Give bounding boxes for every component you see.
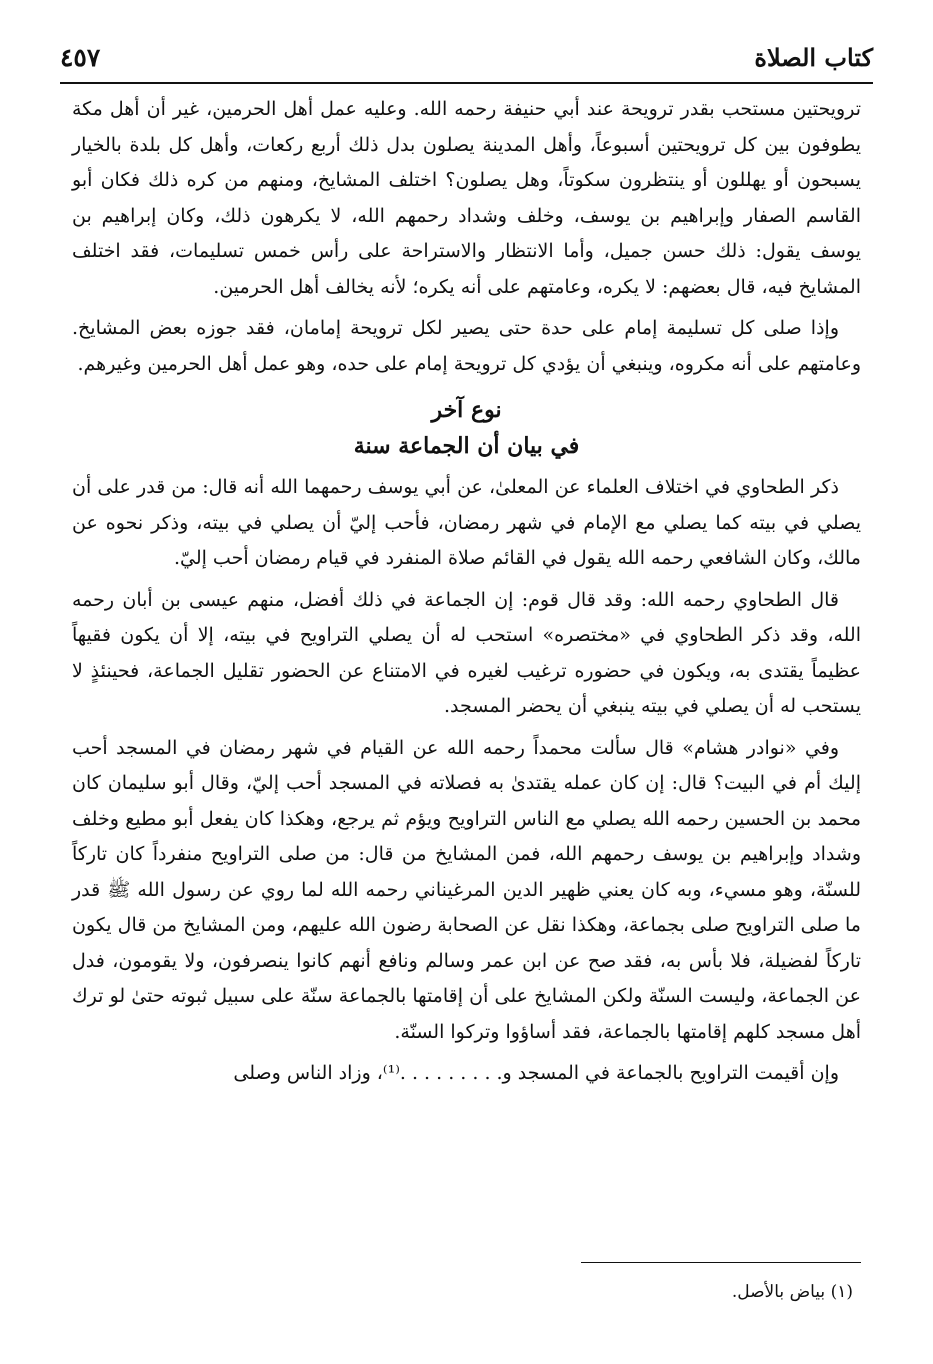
paragraph: وفي «نوادر هشام» قال سألت محمداً رحمه الله عن القيام في شهر رمضان في المسجد أحب إليك أم في البيت؟ قال: إن كان عمله يقتدىٰ به فصلاته في المسجد أحب إليّ، وقال أبو سليمان كان محمد بن الحسين رحمه الله يصلي مع الناس التراويح ويؤم ثم يرجع، وهكذا كان يفعل أبو مطيع وخلف وشداد وإبراهيم بن يوسف رحمهم الله، فمن المشايخ من قال: من صلى التراويح منفرداً كان تاركاً للسنّة، وهو مسيء، وبه كان يعني ظهير الدين المرغيناني رحمه الله لما روي عن رسول الله ﷺ قدر ما صلى التراويح صلى بجماعة، وهكذا نقل عن الصحابة رضون الله عليهم، ومن المشايخ من قال يكون تاركاً لفضيلة، فلا بأس به، فقد صح عن ابن عمر وسالم ونافع أنهم كانوا ينصرفون، ولا يقومون، فدل عن الجماعة، وليست السنّة ولكن المشايخ على أن إقامتها بالجماعة سنّة على سبيل ثبوته حتىٰ لو ترك أهل مسجد كلهم إقامتها بالجماعة، فقد أساؤوا وتركوا السنّة. xyxy=(72,736,861,1043)
page-body xyxy=(72,92,861,1098)
footnote-marker: (١) xyxy=(830,1282,853,1302)
page-number: ٤٥٧ xyxy=(60,43,101,72)
paragraph: وإن أقيمت التراويح بالجماعة في المسجد و. . . . . . . . .⁽¹⁾، وزاد الناس وصلى xyxy=(233,1062,839,1084)
footnote-divider xyxy=(581,1262,861,1263)
paragraph: وإذا صلى كل تسليمة إمام على حدة حتى يصير لكل ترويحة إمامان، فقد جوزه بعض المشايخ. وعامتهم على أنه مكروه، وينبغي أن يؤدي كل ترويحة إمام على حده، وهو عمل أهل الحرمين وغيرهم. xyxy=(72,317,861,375)
footnote-text: بياض بالأصل. xyxy=(731,1282,826,1302)
paragraph: قال الطحاوي رحمه الله: وقد قال قوم: إن الجماعة في ذلك أفضل، منهم عيسى بن أبان رحمه الله، وقد ذكر الطحاوي في «مختصره» استحب له أن يصلي التراويح في بيته، إلا أن يكون فقيهاً عظيماً يقتدى به، ويكون في حضوره ترغيب لغيره في الامتناع عن الحضور تقليل الجماعة، فحينئذٍ لا يستحب له أن يصلي في بيته ينبغي أن يحضر المسجد. xyxy=(72,588,861,717)
section-title: نوع آخر xyxy=(431,397,502,423)
paragraph: ترويحتين مستحب بقدر ترويحة عند أبي حنيفة رحمه الله. وعليه عمل أهل الحرمين، غير أن أهل مكة يطوفون بين كل ترويحتين أسبوعاً، وأهل المدينة يصلون بدل ذلك أربع ركعات، وأهل كل بلدة بالخيار يسبحون أو يهللون أو ينتظرون سكوتاً، وهل يصلون؟ اختلف المشايخ، ومنهم من كره ذلك فكان أبو القاسم الصفار وإبراهيم بن يوسف، وخلف وشداد رحمهم الله، لا يكرهون ذلك، وكان إبراهيم بن يوسف يقول: ذلك حسن جميل، وأما الانتظار والاستراحة على رأس خمس تسليمات، فقد اختلف المشايخ فيه، قال بعضهم: لا يكره، وعامتهم على أنه يكره؛ لأنه يخالف أهل الحرمين. xyxy=(72,98,861,298)
section-subtitle: في بيان أن الجماعة سنة xyxy=(353,433,580,459)
book-title: كتاب الصلاة xyxy=(754,43,873,72)
paragraph: ذكر الطحاوي في اختلاف العلماء عن المعلىٰ، عن أبي يوسف رحمهما الله أنه قال: من قدر على أن يصلي في بيته كما يصلي مع الإمام في شهر رمضان، فأحب إليّ أن يصلي في بيته، وذكر نحوه عن مالك، وكان الشافعي رحمه الله يقول في القائم صلاة المنفرد في قيام رمضان أحب إليّ. xyxy=(72,476,861,569)
footnote xyxy=(72,1278,853,1306)
page-header xyxy=(60,36,873,84)
